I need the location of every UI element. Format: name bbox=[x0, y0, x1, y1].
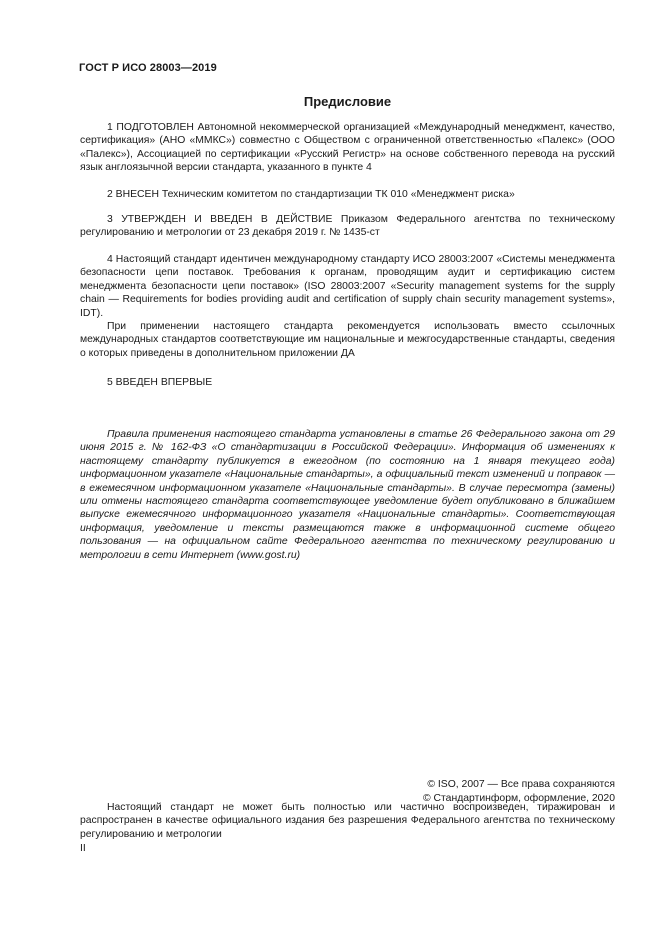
reproduction-notice: Настоящий стандарт не может быть полностью или частично воспроизведен, тиражирован и распространен в качестве официального издания без разрешения Федерального агентства по техническому регулированию и метрологии bbox=[80, 802, 615, 840]
paragraph-approved: 3 УТВЕРЖДЕН И ВВЕДЕН В ДЕЙСТВИЕ Приказом Федерального агентства по техническому регулированию и метрологии от 23 декабря 2019 г. № 1435-ст bbox=[80, 214, 615, 239]
paragraph-identical-to: 4 Настоящий стандарт идентичен международному стандарту ИСО 28003:2007 «Системы менеджмента безопасности цепи поставок. Требования к органам, проводящим аудит и сертификацию систем менеджмента безопасности цепи поставок» (ISO 28003:2007 «Security management systems for the supply chain — Requirements for bodies providing audit and certification of supply chain security management systems», IDT). При применении настоящего стандарта рекомендуется использовать вместо ссылочных международных стандартов соответствующие им национальные и межгосударственные стандарты, сведения о которых приведены в дополнительном приложении ДА bbox=[80, 254, 615, 359]
section-title: Предисловие bbox=[303, 94, 392, 109]
paragraph-introduced-by: 2 ВНЕСЕН Техническим комитетом по стандартизации ТК 010 «Менеджмент риска» bbox=[107, 189, 515, 200]
paragraph-first-introduced: 5 ВВЕДЕН ВПЕРВЫЕ bbox=[107, 377, 213, 388]
paragraph-reference-standards: При применении настоящего стандарта рекомендуется использовать вместо ссылочных международных стандартов соответствующие им национальные и межгосударственные стандарты, сведения о которых приведены в дополнительном приложении ДА bbox=[80, 321, 615, 359]
copyright-iso: © ISO, 2007 — Все права сохраняются bbox=[427, 779, 615, 790]
paragraph-prepared-by: 1 ПОДГОТОВЛЕН Автономной некоммерческой организацией «Международный менеджмент, качество, сертификация» (АНО «ММКС») совместно с Обществом с ограниченной ответственностью «Палекс» (ООО «Палекс»), Ассоциацией по сертификации «Русский Регистр» на основе собственного перевода на русский язык англоязычной версии стандарта, указанного в пункте 4 bbox=[80, 122, 615, 174]
page-number: II bbox=[80, 843, 86, 854]
standard-code-header: ГОСТ Р ИСО 28003—2019 bbox=[79, 62, 217, 74]
copyright-standartinform: © Стандартинформ, оформление, 2020 bbox=[422, 793, 615, 805]
application-rules-notice: Правила применения настоящего стандарта установлены в статье 26 Федерального закона от 29 июня 2015 г. № 162-ФЗ «О стандартизации в Российской Федерации». Информация об изменениях к настоящему стандарту публикуется в ежегодном (по состоянию на 1 января текущего года) информационном указателе «Национальные стандарты», а официальный текст изменений и поправок — в ежемесячном информационном указателе «Национальные стандарты». В случае пересмотра (замены) или отмены настоящего стандарта соответствующее уведомление будет опубликовано в ближайшем выпуске ежемесячного информационного указателя «Национальные стандарты». Соответствующая информация, уведомление и тексты размещаются также в информационной системе общего пользования — на официальном сайте Федерального агентства по техническому регулированию и метрологии в сети Интернет (www.gost.ru) bbox=[80, 429, 615, 561]
